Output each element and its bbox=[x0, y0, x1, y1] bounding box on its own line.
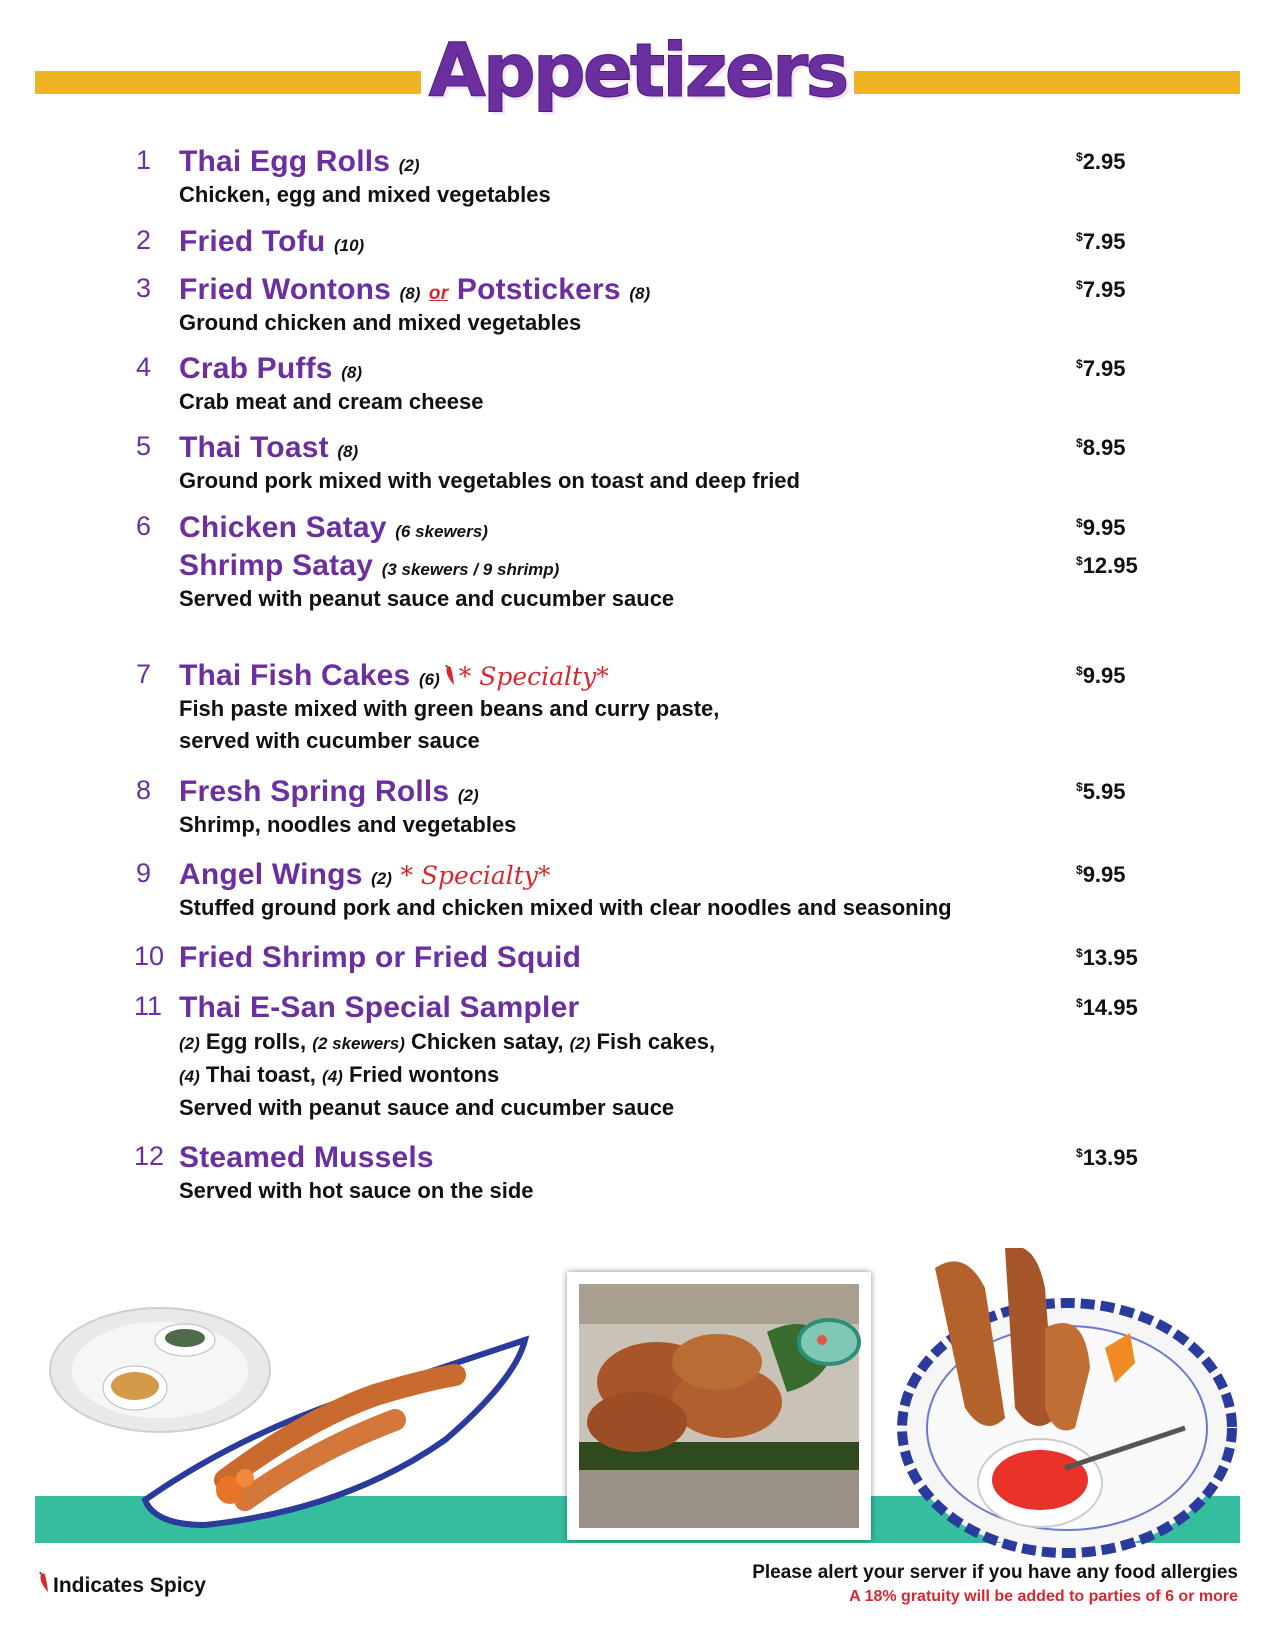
item-description: (2) Egg rolls, (2 skewers) Chicken satay, (2) Fish cakes, bbox=[179, 1029, 716, 1054]
item-number: 9 bbox=[136, 858, 152, 888]
chili-pepper-icon bbox=[38, 1572, 49, 1594]
item-price: $2.95 bbox=[1076, 149, 1126, 174]
item-description: served with cucumber sauce bbox=[179, 728, 480, 753]
item-price: $7.95 bbox=[1076, 229, 1126, 254]
item-name: Chicken Satay (6 skewers) bbox=[179, 511, 488, 544]
item-price-secondary: $12.95 bbox=[1076, 553, 1138, 578]
item-price: $9.95 bbox=[1076, 663, 1126, 688]
item-description: Ground chicken and mixed vegetables bbox=[179, 310, 582, 335]
item-price: $13.95 bbox=[1076, 945, 1138, 970]
item-name: Thai Toast (8) bbox=[179, 431, 359, 464]
item-name: Steamed Mussels bbox=[179, 1141, 434, 1174]
item-description: Served with peanut sauce and cucumber sauce bbox=[179, 1095, 675, 1120]
item-name: Thai Egg Rolls (2) bbox=[179, 145, 420, 178]
item-name: Crab Puffs (8) bbox=[179, 352, 363, 385]
item-number: 11 bbox=[134, 991, 163, 1021]
chili-pepper-icon bbox=[444, 665, 455, 687]
item-name: Thai Fish Cakes (6) * Specialty* bbox=[179, 659, 609, 692]
item-number: 3 bbox=[136, 273, 152, 303]
item-description: (4) Thai toast, (4) Fried wontons bbox=[179, 1062, 500, 1087]
item-name: Fried Wontons (8) or Potstickers (8) bbox=[179, 273, 651, 306]
item-price: $8.95 bbox=[1076, 435, 1126, 460]
specialty-label: * Specialty* bbox=[458, 662, 609, 691]
item-number: 4 bbox=[136, 352, 152, 382]
item-price: $14.95 bbox=[1076, 995, 1138, 1020]
fish-cakes-photo bbox=[567, 1272, 871, 1540]
footer-notes bbox=[752, 1562, 1238, 1606]
item-description: Chicken, egg and mixed vegetables bbox=[179, 182, 551, 207]
item-number: 6 bbox=[136, 511, 152, 541]
item-description: Crab meat and cream cheese bbox=[179, 389, 484, 414]
item-number: 10 bbox=[134, 941, 165, 971]
item-name: Thai E-San Special Sampler bbox=[179, 991, 580, 1024]
item-description: Stuffed ground pork and chicken mixed with clear noodles and seasoning bbox=[179, 895, 952, 920]
item-number: 7 bbox=[136, 659, 152, 689]
spicy-legend: Indicates Spicy bbox=[38, 1572, 206, 1598]
item-name: Fried Shrimp or Fried Squid bbox=[179, 941, 582, 974]
item-quantity: (10) bbox=[333, 236, 365, 255]
item-description: Served with hot sauce on the side bbox=[179, 1178, 534, 1203]
item-description: Served with peanut sauce and cucumber sauce bbox=[179, 586, 675, 611]
item-price: $7.95 bbox=[1076, 356, 1126, 381]
item-number: 1 bbox=[136, 145, 152, 175]
angel-wings-photo bbox=[895, 1248, 1240, 1563]
item-number: 2 bbox=[136, 225, 152, 255]
specialty-label: * Specialty* bbox=[400, 861, 551, 890]
item-number: 8 bbox=[136, 775, 152, 805]
item-price: $13.95 bbox=[1076, 1145, 1138, 1170]
item-description: Fish paste mixed with green beans and curry paste, bbox=[179, 696, 720, 721]
allergy-note: Please alert your server if you have any food allergies bbox=[752, 1562, 1238, 1583]
gratuity-note: A 18% gratuity will be added to parties of 6 or more bbox=[849, 1588, 1238, 1605]
item-number: 12 bbox=[134, 1141, 165, 1171]
item-description: Shrimp, noodles and vegetables bbox=[179, 812, 517, 837]
item-price: $9.95 bbox=[1076, 862, 1126, 887]
item-price: $9.95 bbox=[1076, 515, 1126, 540]
item-name: Fresh Spring Rolls (2) bbox=[179, 775, 479, 808]
item-name-secondary: Shrimp Satay (3 skewers / 9 shrimp) bbox=[179, 549, 560, 582]
item-number: 5 bbox=[136, 431, 152, 461]
item-price: $5.95 bbox=[1076, 779, 1126, 804]
item-price: $7.95 bbox=[1076, 277, 1126, 302]
page-title: Appetizers bbox=[0, 30, 1275, 116]
item-name: Fried Tofu (10) bbox=[179, 225, 365, 258]
item-description: Ground pork mixed with vegetables on toast and deep fried bbox=[179, 468, 800, 493]
item-quantity: (2) bbox=[398, 156, 420, 175]
satay-photo bbox=[45, 1300, 535, 1530]
item-name: Angel Wings (2) * Specialty* bbox=[179, 858, 551, 891]
fish-cakes-image bbox=[567, 1272, 871, 1540]
